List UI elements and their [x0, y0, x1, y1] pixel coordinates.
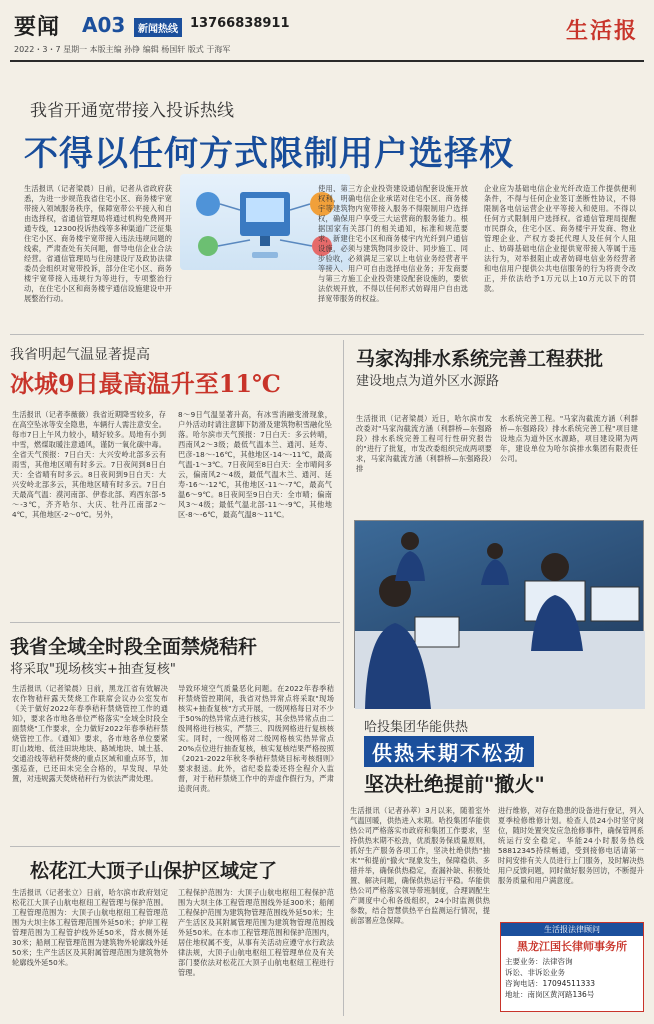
weather-story [10, 340, 340, 622]
hotline-number: 13766838911 [190, 16, 290, 31]
reserve-headline: 松花江大顶子山保护区域定了 [30, 860, 278, 882]
hotline-badge: 新闻热线 [134, 18, 182, 37]
ad-line-3: 咨询电话：17094511333 [505, 979, 595, 988]
page-code: A03 [82, 13, 126, 37]
ad-line-1: 主要业务：法律咨询 [505, 957, 573, 966]
burning-subhead: 将采取"现场核实+抽查复核" [10, 662, 176, 677]
burning-headline: 我省全域全时段全面禁烧秸秆 [10, 636, 258, 658]
reserve-col1: 生活报讯（记者张立）日前，哈尔滨市政府划定松花江大顶子山航电枢纽工程管理与保护范围。工程管理范围为：大顶子山航电枢纽工程管理范围为大坝主体工程管理范围外延50米；护岸工程管理范围为工程管护线外延50米，背水侧外延30米；船闸工程管理范围为建筑物外轮廓线外延50米；生产生活区及其附属管理范围为建筑物外轮廓线外延50米。 [12, 888, 168, 967]
drainage-story [350, 340, 644, 490]
heating-story [350, 712, 644, 1016]
masthead-meta: 2022・3・7 星期一 本版主编 孙铮 编辑 杨国轩 版式 于海军 [14, 45, 231, 54]
people-icon [355, 521, 645, 709]
ad-firm-name: 黑龙江国长律师事务所 [517, 940, 627, 953]
reserve-story [10, 852, 340, 1018]
lead-col2: 使用、第三方企业投资建设通信配套设施开放权利，明确电信企业承诺对住宅小区、商务楼宇等建筑物内宽带接入服务不得限制用户选择权，确保用户享受三大运营商的服务能力。根据国家有关部门的相关通知，标准和规范要求，新建住宅小区和商务楼宇内光纤到户通信设施，必须与建筑物同步设计、同步施工、同步验收，必须满足三家以上电信业务经营者平等接入、用户可自由选择电信业务；开发商要与第三方施工企业投资建设配套设施的，要依法依规开放，不得以任何形式妨碍用户自由选择宽带服务的权益。 [318, 184, 468, 303]
heating-col1: 生活报讯（记者孙萃）3月以来，随着室外气温回暖，供热进入末期。哈投集团华能供热公司严格落实市政府和集团工作要求，坚持供热末期不松劲，优质服务保质量原则，抓好生产服务各项工作，坚决杜绝供热"抽末""和提前"撤火"现象发生，保障稳供、多措并举，确保供热稳定，查漏补缺、积极处置、解决问题，确保供热运行平稳。华能供热公司严格落实领导带班制度，合理调配生产调度中心和各级组织，24小时监测供热参数，结合智慧供热平台监测运行情况，提前部署应急保障。 [350, 806, 490, 925]
weather-col1: 生活报讯（记者李薇薇）我省近期降雪较多，存在高空坠冰等安全隐患，车辆行人需注意安全。每市7日上午风力较小，晴好较多。局地有小到中雪，燃煤取暖注意通风，谨防一氧化碳中毒。全省天气预报：7日白天：大兴安岭北部多云有雨雪，其他地区晴有时多云。7日夜间到8日白天：全省晴有时多云。8日夜间到9日白天：大兴安岭北部多云，其他地区晴有时多云。7日白天最高气温：漠河南部、伊春北部、鸡西东部-5～-3℃，齐齐哈尔、大庆、牡丹江南部2～4℃，其他地区-2～0℃。另外， [12, 410, 166, 519]
masthead [10, 8, 644, 62]
rule-3 [10, 846, 340, 847]
law-firm-ad [500, 922, 644, 1012]
ad-tag: 生活报法律顾问 [501, 923, 643, 936]
heating-kicker: 哈投集团华能供热 [364, 720, 469, 735]
rule-v [343, 340, 344, 1016]
brand-logo: 生活报 [565, 18, 638, 44]
heating-headline1: 供热末期不松劲 [364, 736, 534, 767]
rule-2 [10, 622, 340, 623]
lead-col1: 生活报讯（记者梁晨）日前，记者从省政府获悉，为进一步规范我省住宅小区、商务楼宇宽带接入领域服务秩序，保障宽带公平接入和自由选择权，省通信管理局将通过机构免费网开通专线，12300投诉热线等多种渠道广泛征集住宅小区、商务楼宇宽带接入违法违规问题的线索，严肃查处有关问题，督导电信企业合法经营。省通信管理局与住房建设厅及政协法律委员会组织对宽带投诉，部分住宅小区、商务楼宇宽带接入违规行为等进行，专项整治行动，在住宅小区和商务楼宇通信设施建设中开展整治行动。 [24, 184, 172, 303]
lead-headline: 不得以任何方式限制用户选择权 [24, 134, 514, 174]
ad-line-4: 地址：南岗区黄河路136号 [505, 990, 595, 999]
drainage-headline: 马家沟排水系统完善工程获批 [356, 348, 604, 370]
masthead-rule [10, 60, 644, 62]
drainage-col1: 生活报讯（记者梁晨）近日，哈尔滨市发改委对"马家沟截流方涵（利群桥—东强路段）排水系统完善工程可行性研究报告的"进行了批复，市发改委组织完成两项要求，马家沟截流方涵（利群桥—东强路段）排 [356, 414, 492, 473]
section-title: 要闻 [14, 14, 61, 40]
lead-story [10, 68, 644, 330]
drainage-col2: 水系统完善工程。"马家沟截流方涵（利群桥—东强路段）排水系统完善工程"项目建设地点为道外区水源路，项目建设期为两年，建设单位为哈尔滨排水集团有限责任公司。 [500, 414, 638, 463]
drainage-subhead: 建设地点为道外区水源路 [356, 374, 500, 389]
weather-kicker: 我省明起气温显著提高 [10, 347, 150, 363]
rule-1 [10, 334, 644, 335]
burning-story [10, 628, 340, 844]
heating-headline2: 坚决杜绝提前"撤火" [364, 772, 545, 796]
lead-col3: 企业应为基础电信企业光纤改造工作提供便利条件，不得与任何企业签订垄断性协议，不得限制各电信运营企业平等接入和使用。不得以任何方式限制用户选择权。省通信管理局提醒市民群众，住宅小区、商务楼宇开发商、物业管理企业、产权方委托代理人及任何个人阻止、妨碍基础电信企业提供宽带接入等属于违法行为，对举报阻止或者妨碍电信业务经营者和电信用户提供公共电信服务的行为将责令改正，并依法给予1万元以上10万元以下的罚款。 [484, 184, 636, 293]
weather-headline: 冰城9日最高温升至11℃ [10, 369, 281, 398]
heating-col2: 进行维修，对存在隐患的设备进行登记，列入夏季检修维修计划。检查人员24小时坚守岗位，随时处置突发应急抢修事件，确保管网系统运行安全稳定。华能24小时服务热线58812345持续畅通，受到接修电话请第一时间安排有关人员进行上门服务，及时解决热用户反馈问题，同时做好服务回访，不断提升服务质量和用户满意度。 [498, 806, 644, 885]
weather-col2: 8～9日气温显著升高，有冰雪消融变滑现象，户外活动时请注意脚下防滑及建筑物积雪融化坠落。哈尔滨市天气预报：7日白天：多云转晴，西南风2～3级；最低气温本兰、通河、延寿、巴彦-18～-16℃，其他地区-14～-11℃，最高气温-1～3℃。7日夜间至8日白天：全市晴间多云，偏南风2～4级，最低气温木兰、通河、延寿-16～-12℃，其他地区-11～-7℃，最高气温6～9℃。8日夜间至9日白天：全市晴；偏南风3～4级；最低气温北部-11～-9℃，其他地区-8～-6℃，最高气温8～11℃。 [178, 410, 332, 519]
call-center-photo [354, 520, 644, 708]
ad-line-2: 诉讼、非诉讼业务 [505, 968, 565, 977]
burning-col2: 导致环境空气质量恶化问题。在2022年春季秸秆禁烧管控期间，我省对热异常点将采取"现场核实+抽查复核"方式开展，一级网格每日对不少于50%的热异常点进行核实，其余热异常点由二级网格进行核实，严禁三、四级网格进行复核核实。同时，一级网格对二级网格核实热异常点20%点位进行抽查复核，核实复核结果严格按照《2021-2022年秋冬季秸秆禁烧目标考核细则》要求报送。此外，省纪委监委还将全程介入监督，对于秸秆禁烧工作中的弄虚作假行为，严肃追责问责。 [178, 684, 334, 793]
lead-kicker: 我省开通宽带接入投诉热线 [30, 101, 234, 121]
reserve-col2: 工程保护范围为：大顶子山航电枢纽工程保护范围为大坝主体工程管理范围线外延300米；船闸工程保护范围为建筑物管理范围线外延50米；生产生活区及其附属管理范围为建筑物管理范围线外延50米。在本市工程管理范围和保护范围内，居住地权属不变，从事有关活动应遵守水行政法律法规，大顶子山航电枢纽工程管理单位及有关部门要依法对松花江大顶子山航电枢纽工程进行管理。 [178, 888, 334, 977]
burning-col1: 生活报讯（记者梁晨）日前，黑龙江省有效解决农作物秸秆露天焚烧工作联席会议办公室发布《关于做好2022年春季秸秆禁烧管控工作的通知》，要求各市地各单位严格落实"全域全时段全面禁烧"工作要求，全力做好2022年春季秸秆禁烧管控工作。《通知》要求，各市地各单位要紧盯山坡地、低洼田块地块、路域地块、城土基、交通沿线等秸秆焚烧的重点区域和重点环节，加强巡查，已还田未完全合格的，早发现、早处置，对违规露天焚烧秸秆行为依法严肃处理。 [12, 684, 168, 783]
